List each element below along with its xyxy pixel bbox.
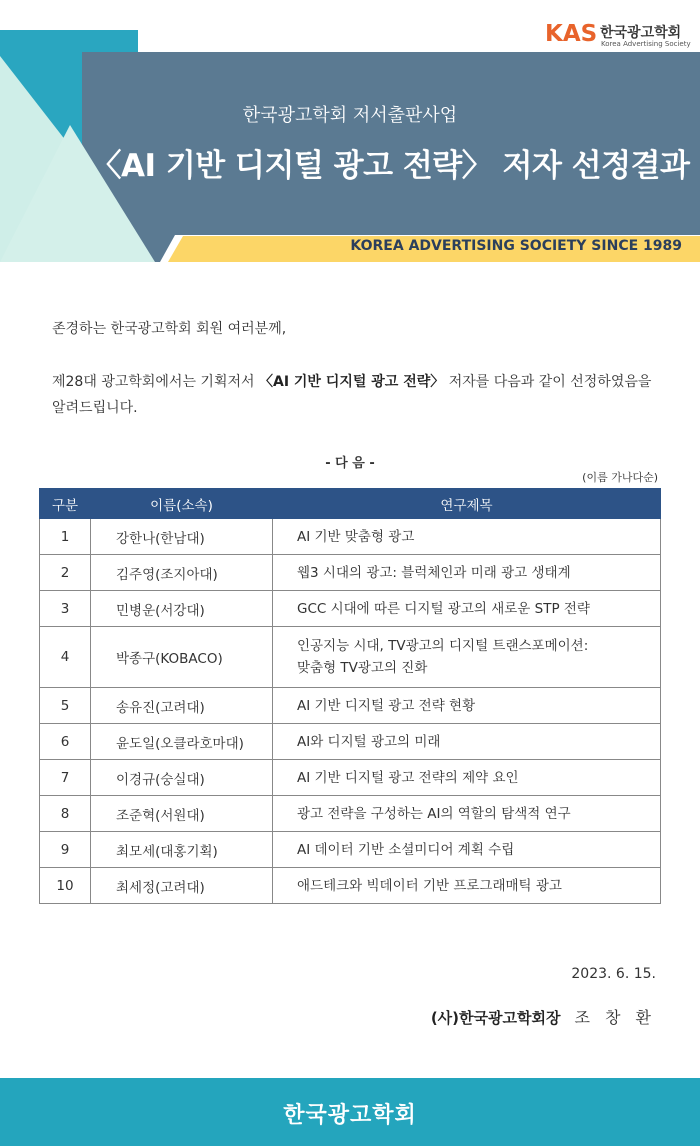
header-no: 구분: [40, 489, 91, 519]
table-row: [40, 555, 661, 591]
row-title: AI 데이터 기반 소셜미디어 계획 수립: [273, 832, 661, 868]
row-no: 6: [40, 724, 91, 760]
row-title: AI 기반 디지털 광고 전략 현황: [273, 688, 661, 724]
row-title: GCC 시대에 따른 디지털 광고의 새로운 STP 전략: [273, 591, 661, 627]
row-name: 윤도일(오클라호마대): [91, 724, 273, 760]
notice-heading: - 다 음 -: [325, 456, 375, 471]
table-header-row: [40, 489, 661, 519]
row-name: 박종구(KOBACO): [91, 627, 273, 688]
announcement-line-2: 알려드립니다.: [52, 400, 138, 416]
greeting: 존경하는 한국광고학회 회원 여러분께,: [52, 321, 287, 337]
results-table: [39, 488, 661, 904]
signature-line: [431, 1005, 656, 1028]
row-title-line-2: 맞춤형 TV광고의 진화: [297, 660, 428, 676]
footer-society-name: 한국광고학회: [283, 1103, 417, 1128]
logo-name-en: Korea Advertising Society: [601, 40, 691, 48]
row-title: AI 기반 맞춤형 광고: [273, 519, 661, 555]
table-row: [40, 591, 661, 627]
table-row: [40, 760, 661, 796]
announcement-post: 저자를 다음과 같이 선정하였음을: [444, 374, 652, 390]
row-name: 최모세(대홍기획): [91, 832, 273, 868]
signer-organization: (사)한국광고학회장: [430, 1009, 561, 1027]
header-title: 연구제목: [273, 489, 661, 519]
row-title: AI와 디지털 광고의 미래: [273, 724, 661, 760]
since-banner: KOREA ADVERTISING SOCIETY SINCE 1989: [350, 238, 682, 254]
row-name: 강한나(한남대): [91, 519, 273, 555]
row-no: 10: [40, 868, 91, 904]
header-subtitle: 한국광고학회 저서출판사업: [242, 105, 458, 126]
row-title-line-1: 인공지능 시대, TV광고의 디지털 트랜스포메이션:: [297, 638, 589, 654]
row-title: 웹3 시대의 광고: 블럭체인과 미래 광고 생태계: [273, 555, 661, 591]
book-title: 〈AI 기반 디지털 광고 전략〉: [258, 374, 445, 390]
row-no: 3: [40, 591, 91, 627]
kas-logo-mark: KAS: [545, 21, 598, 47]
table-row: [40, 519, 661, 555]
row-name: 민병운(서강대): [91, 591, 273, 627]
row-name: 최세정(고려대): [91, 868, 273, 904]
sort-note: (이름 가나다순): [582, 471, 658, 484]
logo-name-kr: 한국광고학회: [600, 25, 682, 41]
table-row: [40, 688, 661, 724]
page-title: 〈AI 기반 디지털 광고 전략〉 저자 선정결과: [90, 148, 690, 184]
row-no: 9: [40, 832, 91, 868]
table-row: [40, 868, 661, 904]
row-no: 1: [40, 519, 91, 555]
announcement-line-1: [52, 371, 651, 391]
row-title: 광고 전략을 구성하는 AI의 역할의 탐색적 연구: [273, 796, 661, 832]
row-title: AI 기반 디지털 광고 전략의 제약 요인: [273, 760, 661, 796]
header-name: 이름(소속): [91, 489, 273, 519]
row-name: 조준혁(서원대): [91, 796, 273, 832]
signer-name: 조 창 환: [574, 1008, 656, 1027]
table-row: [40, 796, 661, 832]
row-no: 4: [40, 627, 91, 688]
row-title: [273, 627, 661, 688]
row-title: 애드테크와 빅데이터 기반 프로그래매틱 광고: [273, 868, 661, 904]
table-row: [40, 724, 661, 760]
table-row: [40, 832, 661, 868]
footer-bar: [0, 1078, 700, 1146]
row-no: 5: [40, 688, 91, 724]
issue-date: 2023. 6. 15.: [571, 966, 656, 982]
row-no: 8: [40, 796, 91, 832]
row-no: 2: [40, 555, 91, 591]
row-name: 김주영(조지아대): [91, 555, 273, 591]
row-name: 송유진(고려대): [91, 688, 273, 724]
row-no: 7: [40, 760, 91, 796]
announcement-pre: 제28대 광고학회에서는 기획저서: [52, 374, 259, 390]
table-row: [40, 627, 661, 688]
row-name: 이경규(숭실대): [91, 760, 273, 796]
